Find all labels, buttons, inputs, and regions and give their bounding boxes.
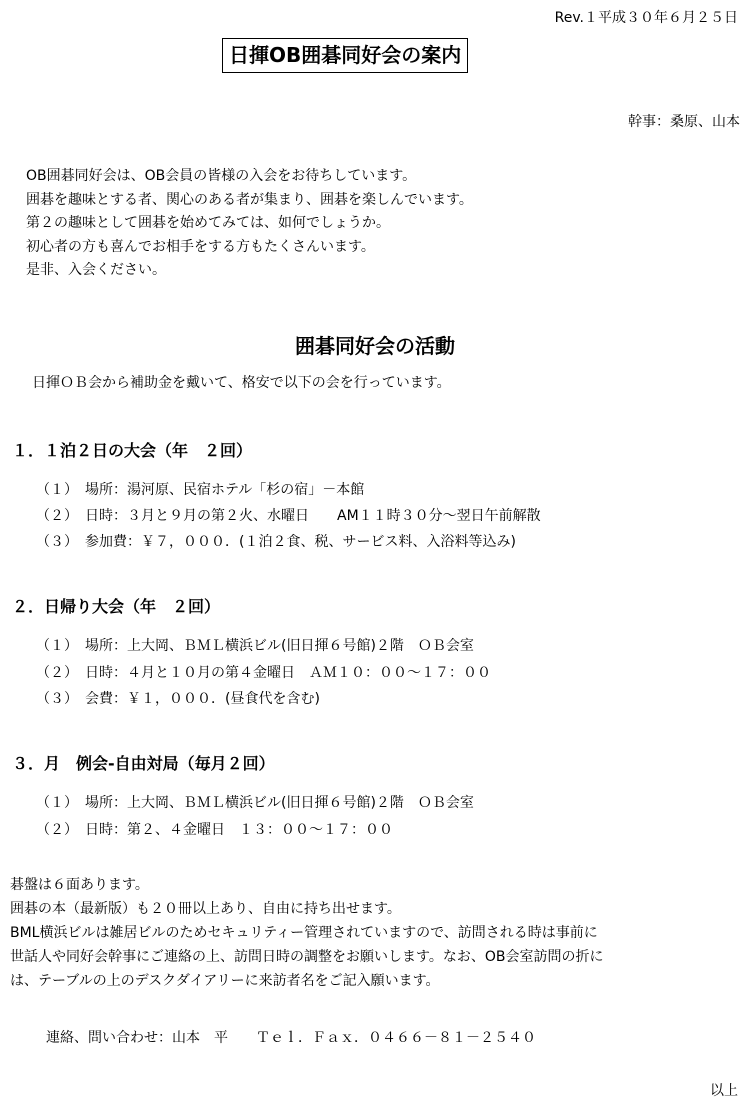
intro-line: 是非、入会ください。 — [26, 262, 166, 278]
section-item: （１） 場所：湯河原、民宿ホテル「杉の宿」－本館 — [36, 482, 365, 498]
section-item: （２） 日時：３月と９月の第２火、水曜日 AM１１時３０分～翌日午前解散 — [36, 508, 541, 524]
document-title: 日揮OB囲碁同好会の案内 — [222, 38, 468, 73]
section-heading-monthly: ３．月 例会-自由対局（毎月２回） — [12, 754, 275, 773]
section-item: （１） 場所：上大岡、ＢＭＬ横浜ビル(旧日揮６号館)２階 ＯＢ会室 — [36, 638, 474, 654]
section-heading-overnight: １．１泊２日の大会（年 ２回） — [12, 441, 253, 460]
intro-line: 初心者の方も喜んでお相手をする方もたくさんいます。 — [26, 238, 375, 255]
section-item: （３） 参加費：￥７，０００．(１泊２食、税、サービス料、入浴料等込み) — [36, 534, 516, 550]
section-item: （２） 日時：４月と１０月の第４金曜日 ＡＭ１０：００～１７：００ — [36, 665, 491, 681]
ending-mark: 以上 — [710, 1083, 738, 1099]
section-heading-daytrip: ２．日帰り大会（年 ２回） — [12, 597, 221, 616]
intro-line: 囲碁を趣味とする者、関心のある者が集まり、囲碁を楽しんでいます。 — [26, 191, 473, 208]
revision-date: Rev.１平成３０年６月２５日 — [554, 10, 738, 26]
intro-line: OB囲碁同好会は、OB会員の皆様の入会をお待ちしています。 — [26, 168, 417, 184]
activities-title: 囲碁同好会の活動 — [295, 334, 455, 358]
notes-paragraph — [10, 873, 604, 993]
notes-line: 碁盤は６面あります。 — [10, 877, 149, 893]
section-item: （３） 会費：￥１，０００．(昼食代を含む) — [36, 691, 320, 707]
contact-line: 連絡、問い合わせ：山本 平 Ｔｅｌ．Ｆａｘ．０４６６－８１－２５４０ — [46, 1030, 536, 1046]
notes-line: 囲碁の本（最新版）も２０冊以上あり、自由に持ち出せます。 — [10, 901, 401, 917]
section-item: （２） 日時：第２、４金曜日 １３：００～１７：００ — [36, 822, 393, 838]
notes-line: 世話人や同好会幹事にご連絡の上、訪問日時の調整をお願いします。なお、OB会室訪問の折に — [10, 949, 604, 965]
notes-line: は、テーブルの上のデスクダイアリーに来訪者名をご記入願います。 — [10, 973, 440, 989]
section-item: （１） 場所：上大岡、ＢＭＬ横浜ビル(旧日揮６号館)２階 ＯＢ会室 — [36, 795, 474, 811]
intro-paragraph — [26, 165, 473, 283]
organizer-line: 幹事：桑原、山本 — [628, 114, 740, 130]
notes-line: BML横浜ビルは雑居ビルのためセキュリティー管理されていますので、訪問される時は事前に — [10, 925, 598, 941]
intro-line: 第２の趣味として囲碁を始めてみては、如何でしょうか。 — [26, 215, 390, 231]
activities-subtitle: 日揮ＯＢ会から補助金を戴いて、格安で以下の会を行っています。 — [32, 375, 451, 391]
